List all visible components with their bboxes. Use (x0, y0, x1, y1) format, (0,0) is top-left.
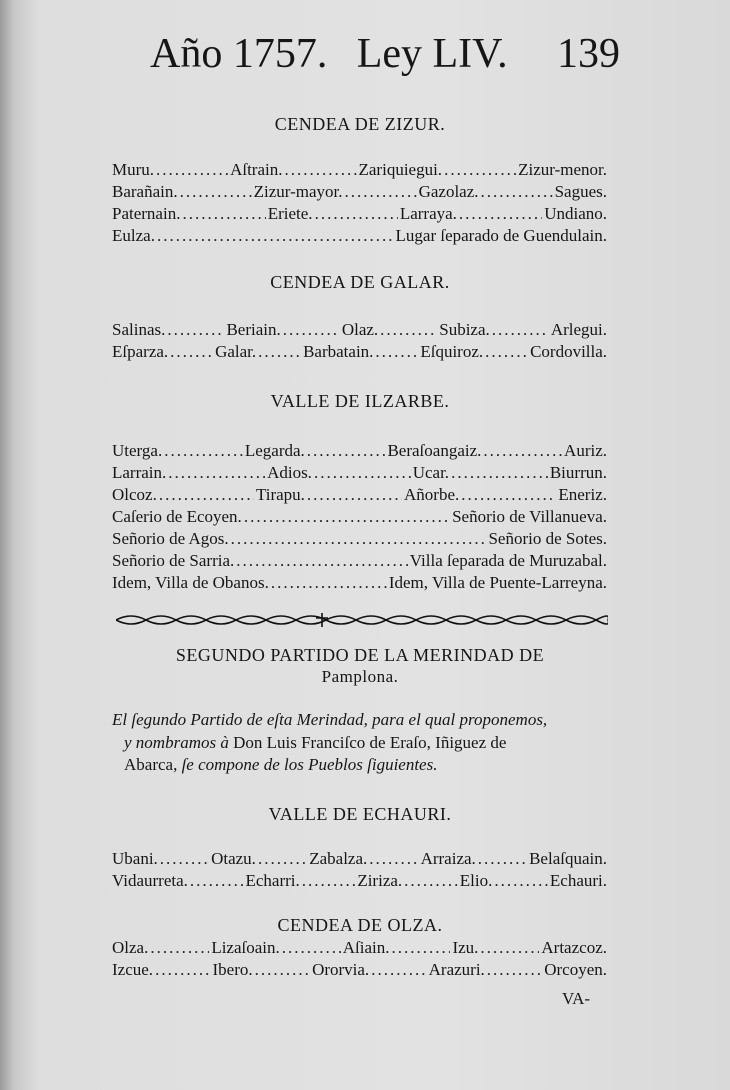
dot-leader (478, 849, 527, 869)
header-law: Ley LIV. (356, 31, 508, 77)
dot-leader (315, 204, 398, 224)
town-name: Auriz. (564, 441, 608, 460)
section-title: VALLE DE ECHAURI. (268, 804, 452, 824)
town-name: Olcoz. (112, 485, 157, 504)
town-name: Ucar. (412, 463, 450, 482)
town-row (112, 849, 607, 871)
dot-leader (170, 342, 213, 362)
dot-leader (190, 871, 244, 891)
dot-leader (487, 960, 542, 980)
dot-leader (461, 485, 556, 505)
town-name: Muru. (112, 160, 155, 179)
town-name: Artazcoz. (541, 938, 607, 957)
dot-leader (480, 938, 539, 958)
dot-leader (244, 507, 450, 527)
header-year: Año 1757. (150, 31, 328, 77)
dot-leader (404, 871, 458, 891)
para-line: ſe compone de los Pueblos ſiguientes. (181, 755, 438, 774)
partido-paragraph (112, 709, 607, 777)
town-row (112, 507, 607, 529)
para-line: El ſegundo Partido de eſta Merindad, para el qual proponemos, (112, 710, 548, 729)
dot-leader (380, 320, 437, 340)
town-name: Villa ſeparada de Muruzabal. (409, 551, 607, 570)
town-name: Biurrun. (549, 463, 607, 482)
town-name: Olaz. (341, 320, 379, 339)
town-name: Galar. (215, 342, 257, 361)
section-title: CENDEA DE OLZA. (277, 915, 443, 935)
town-name: Idem, Villa de Obanos. (112, 573, 269, 592)
town-row (112, 960, 607, 982)
town-row (112, 463, 607, 485)
town-list (112, 441, 607, 595)
dot-leader (236, 551, 408, 571)
town-row (112, 871, 607, 893)
dot-leader (307, 441, 386, 461)
town-name: Echarri. (245, 871, 300, 890)
ornament-divider (116, 612, 608, 628)
town-row (112, 485, 607, 507)
dot-leader (164, 441, 243, 461)
town-name: Eneriz. (558, 485, 607, 504)
dot-leader (231, 529, 487, 549)
town-name: Zizur-mayor. (253, 182, 343, 201)
town-name: Subiza. (439, 320, 490, 339)
town-name: Tirapu. (255, 485, 305, 504)
town-list (112, 320, 607, 364)
town-name: Belaſquain. (529, 849, 607, 868)
town-list (112, 938, 607, 982)
dot-leader (444, 160, 516, 180)
dot-leader (314, 463, 411, 483)
town-name: Gazolaz. (418, 182, 479, 201)
section-title: CENDEA DE ZIZUR. (274, 114, 446, 134)
town-name: Ororvia. (312, 960, 370, 979)
partido-title: SEGUNDO PARTIDO DE LA MERINDAD DE (175, 645, 545, 665)
town-name: Eriete. (267, 204, 313, 223)
catchword: VA- (562, 989, 591, 1008)
dot-leader (375, 342, 418, 362)
town-name: Vidaurreta. (112, 871, 188, 890)
town-name: Arlegui. (550, 320, 608, 339)
town-list (112, 160, 607, 248)
town-name: Beriain. (226, 320, 281, 339)
dot-leader (494, 871, 548, 891)
dot-leader (168, 463, 265, 483)
town-name: Señorio de Villanueva. (452, 507, 607, 526)
town-name: Zizur-menor. (518, 160, 607, 179)
town-row (112, 160, 607, 182)
town-row (112, 441, 607, 463)
town-name: Ziriza. (357, 871, 403, 890)
town-name: Señorio de Agos. (112, 529, 229, 548)
town-row (112, 226, 607, 248)
town-name: Olza. (112, 938, 149, 957)
dot-leader (492, 320, 549, 340)
partido-subtitle: Pamplona. (321, 667, 399, 686)
page-number: 139 (556, 31, 620, 77)
town-name: Larrain. (112, 463, 167, 482)
town-row (112, 938, 607, 960)
town-row (112, 182, 607, 204)
town-name: Izu. (452, 938, 479, 957)
para-line: y nombramos à (124, 732, 229, 752)
town-name: Aſiain. (342, 938, 390, 957)
town-name: Elio. (459, 871, 493, 890)
dot-leader (157, 226, 394, 246)
town-name: Barbatain. (303, 342, 374, 361)
town-name: Barañain. (112, 182, 178, 201)
town-row (112, 342, 607, 364)
dot-leader (180, 182, 252, 202)
town-name: Lugar ſeparado de Guendulain. (395, 226, 607, 245)
dot-leader (156, 160, 228, 180)
town-name: Añorbe. (404, 485, 460, 504)
dot-leader (481, 182, 553, 202)
town-name: Señorio de Sarria. (112, 551, 235, 570)
dot-leader (167, 320, 224, 340)
dot-leader (271, 573, 387, 593)
town-row (112, 204, 607, 226)
town-name: Idem, Villa de Puente-Larreyna. (388, 573, 607, 592)
town-name: Ubani. (112, 849, 158, 868)
dot-leader (483, 441, 562, 461)
town-name: Larraya. (399, 204, 457, 223)
dot-leader (258, 849, 307, 869)
para-line: Abarca, (124, 755, 178, 774)
town-row (112, 551, 607, 573)
dot-leader (255, 960, 310, 980)
town-list (112, 849, 607, 893)
town-name: Señorio de Sotes. (488, 529, 607, 548)
dot-leader (160, 849, 209, 869)
para-line: Don Luis Franciſco de Eraſo, Iñiguez de (233, 732, 507, 752)
dot-leader (258, 342, 301, 362)
town-name: Arraiza. (420, 849, 476, 868)
dot-leader (302, 871, 356, 891)
town-name: Echauri. (549, 871, 607, 890)
town-row (112, 320, 607, 342)
section-title: VALLE DE ILZARBE. (270, 391, 450, 411)
dot-leader (150, 938, 209, 958)
dot-leader (159, 485, 254, 505)
town-name: Zabalza. (309, 849, 368, 868)
dot-leader (182, 204, 265, 224)
dot-leader (451, 463, 548, 483)
town-row (112, 573, 607, 595)
dot-leader (459, 204, 542, 224)
town-name: Legarda. (244, 441, 305, 460)
town-name: Beraſoangaiz. (387, 441, 482, 460)
running-header (150, 30, 620, 78)
dot-leader (307, 485, 402, 505)
dot-leader (282, 938, 341, 958)
town-name: Caſerio de Ecoyen. (112, 507, 242, 526)
town-name: Uterga. (112, 441, 163, 460)
dot-leader (284, 160, 356, 180)
town-row (112, 529, 607, 551)
town-name: Salinas. (112, 320, 166, 339)
town-name: Ibero. (212, 960, 253, 979)
town-name: Adios. (267, 463, 312, 482)
town-name: Zariquiegui. (358, 160, 443, 179)
dot-leader (371, 960, 426, 980)
town-name: Eſquiroz. (420, 342, 484, 361)
town-name: Orcoyen. (544, 960, 608, 979)
town-name: Cordovilla. (530, 342, 608, 361)
dot-leader (345, 182, 417, 202)
town-name: Aſtrain. (230, 160, 283, 179)
town-name: Lizaſoain. (211, 938, 280, 957)
town-name: Paternain. (112, 204, 181, 223)
dot-leader (485, 342, 528, 362)
section-title: CENDEA DE GALAR. (270, 272, 450, 292)
dot-leader (391, 938, 450, 958)
dot-leader (283, 320, 340, 340)
town-name: Otazu. (211, 849, 256, 868)
town-name: Izcue. (112, 960, 154, 979)
town-name: Eulza. (112, 226, 155, 245)
town-name: Sagues. (554, 182, 607, 201)
town-name: Eſparza. (112, 342, 169, 361)
town-name: Undiano. (544, 204, 607, 223)
dot-leader (369, 849, 418, 869)
town-name: Arazuri. (428, 960, 485, 979)
dot-leader (155, 960, 210, 980)
